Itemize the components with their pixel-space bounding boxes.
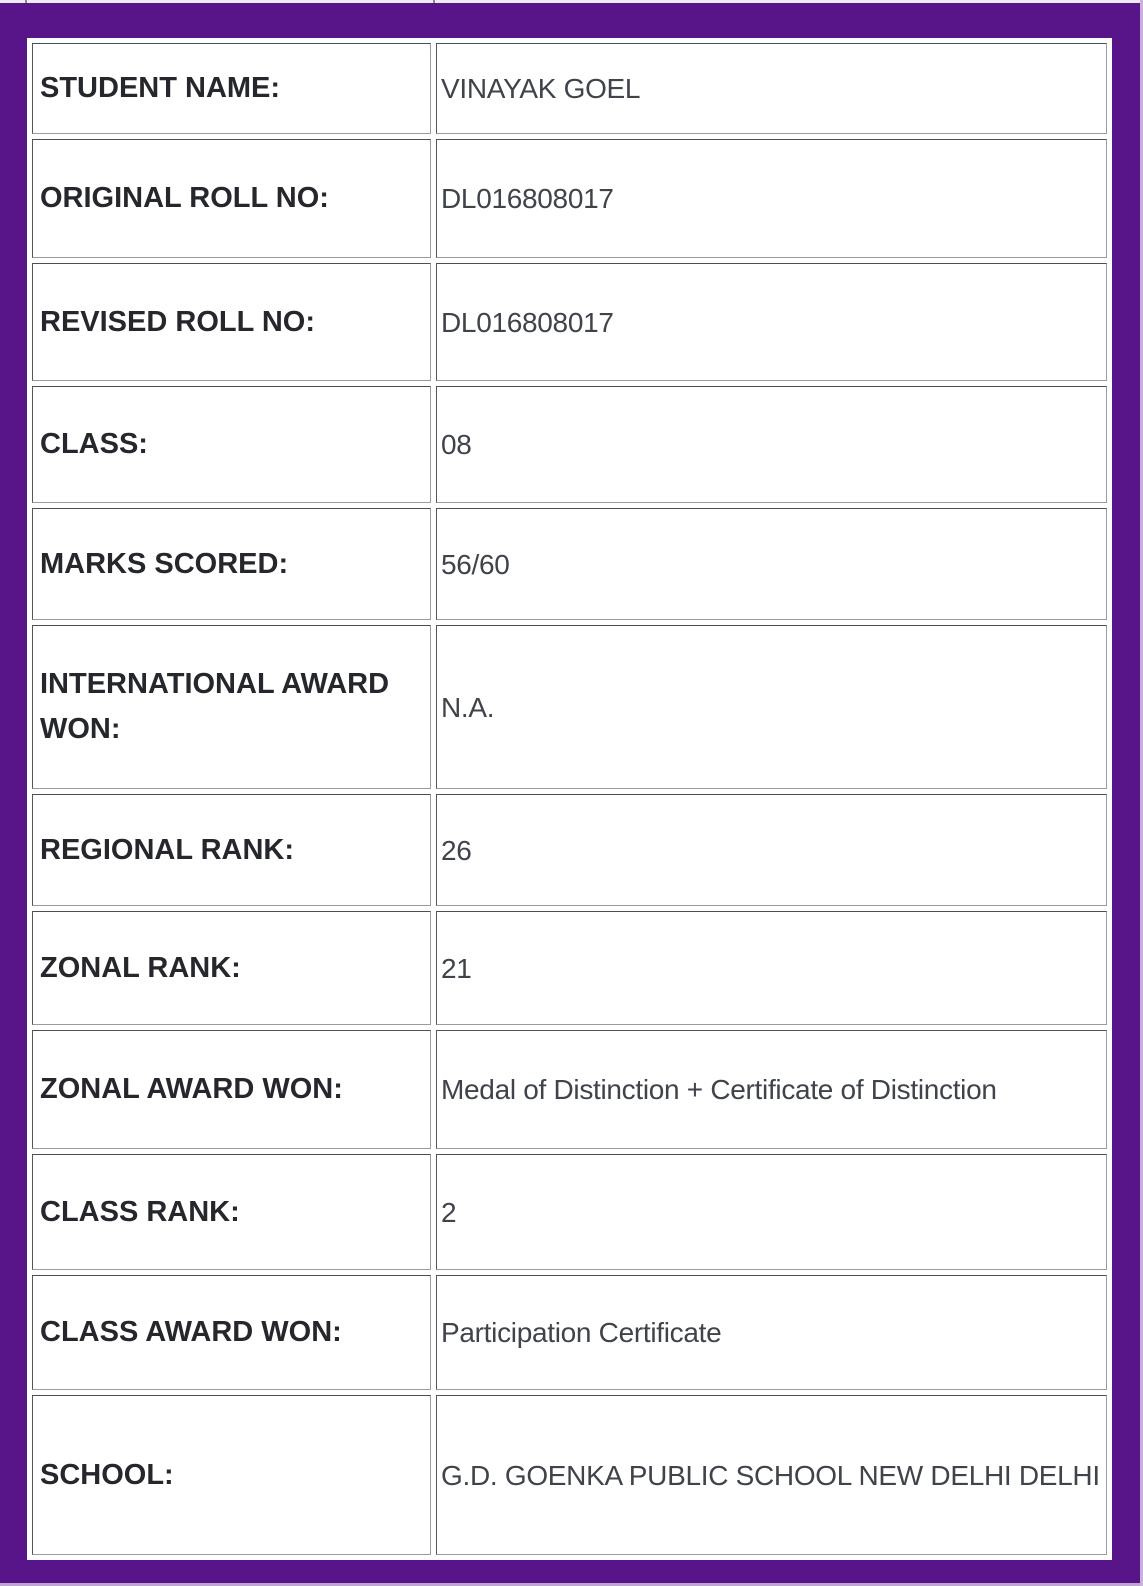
field-value: DL016808017 [436, 139, 1107, 258]
table-row [32, 386, 1107, 503]
purple-frame [0, 3, 1140, 1583]
field-value: 08 [436, 386, 1107, 503]
table-row [32, 508, 1107, 620]
field-label: SCHOOL: [32, 1395, 431, 1555]
table-row [32, 1395, 1107, 1555]
table-row [32, 1275, 1107, 1390]
results-table [27, 38, 1112, 1560]
field-label: CLASS RANK: [32, 1154, 431, 1270]
field-label: ZONAL RANK: [32, 911, 431, 1025]
field-label: REGIONAL RANK: [32, 794, 431, 906]
field-value: 26 [436, 794, 1107, 906]
field-value: DL016808017 [436, 263, 1107, 381]
field-value: 21 [436, 911, 1107, 1025]
table-row [32, 263, 1107, 381]
field-label: CLASS: [32, 386, 431, 503]
table-row [32, 911, 1107, 1025]
field-value: VINAYAK GOEL [436, 43, 1107, 134]
field-label: ORIGINAL ROLL NO: [32, 139, 431, 258]
table-row [32, 625, 1107, 789]
field-value: 2 [436, 1154, 1107, 1270]
table-row [32, 43, 1107, 134]
field-value: Medal of Distinction + Certificate of Distinction [436, 1030, 1107, 1149]
field-value: G.D. GOENKA PUBLIC SCHOOL NEW DELHI DELHI [436, 1395, 1107, 1555]
field-label: CLASS AWARD WON: [32, 1275, 431, 1390]
field-value: N.A. [436, 625, 1107, 789]
field-value: Participation Certificate [436, 1275, 1107, 1390]
field-label: MARKS SCORED: [32, 508, 431, 620]
results-panel [27, 38, 1112, 1560]
field-label: REVISED ROLL NO: [32, 263, 431, 381]
table-row [32, 794, 1107, 906]
field-label: STUDENT NAME: [32, 43, 431, 134]
field-label: ZONAL AWARD WON: [32, 1030, 431, 1149]
table-row [32, 1030, 1107, 1149]
field-value: 56/60 [436, 508, 1107, 620]
table-row [32, 139, 1107, 258]
table-row [32, 1154, 1107, 1270]
field-label: INTERNATIONAL AWARD WON: [32, 625, 431, 789]
